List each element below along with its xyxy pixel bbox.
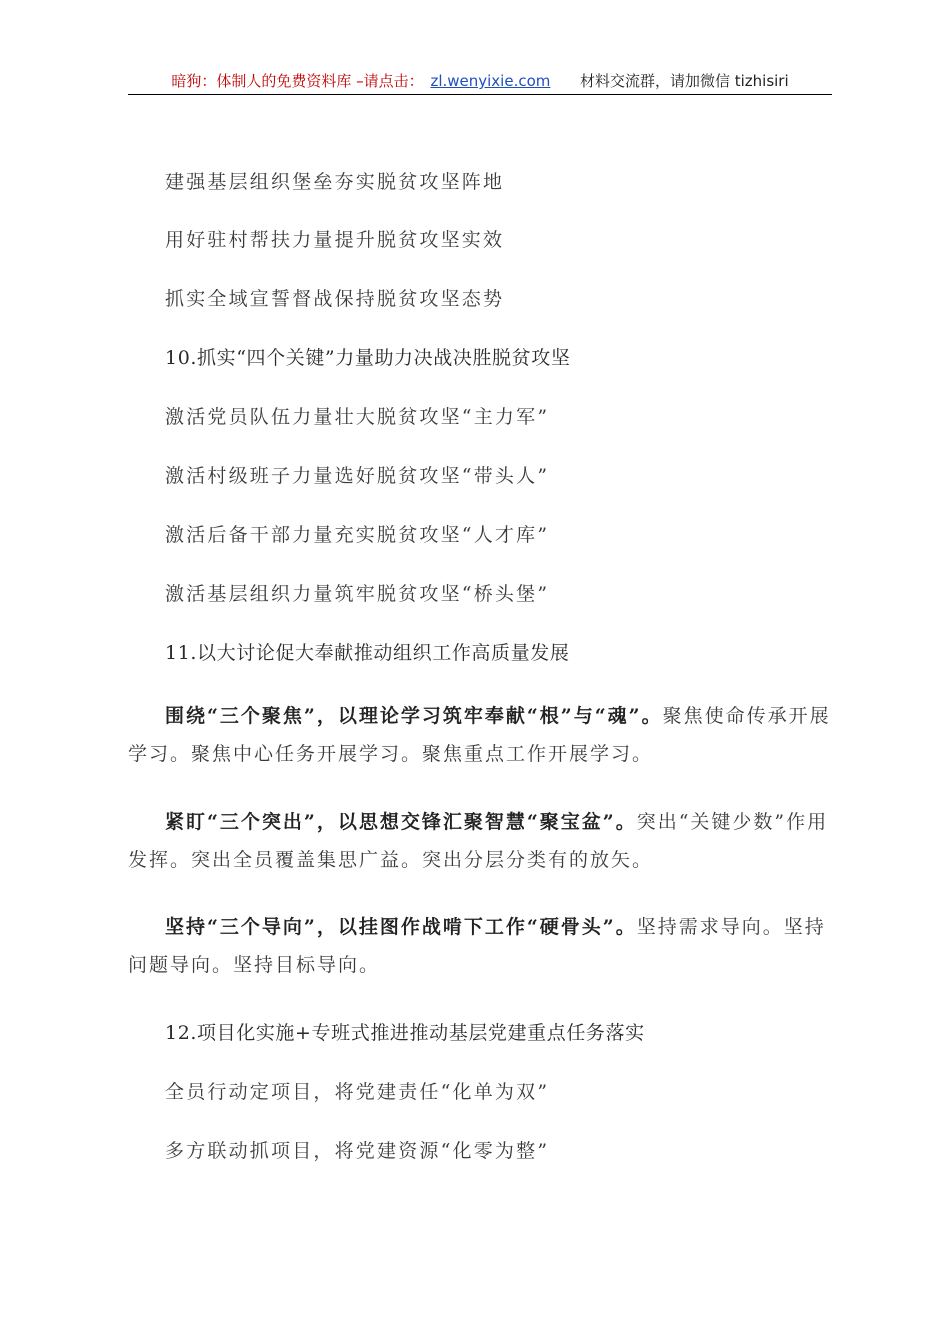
paragraph-3-lead: 坚持“三个导向”，以挂图作战啃下工作“硬骨头”。: [165, 916, 637, 938]
paragraph-1: [128, 697, 832, 773]
header-brand: 暗狗：体制人的免费资料库: [171, 72, 352, 90]
text-line-8: 全员行动定项目，将党建责任“化单为双”: [165, 1081, 550, 1103]
section-heading-12: 12.项目化实施+专班式推进推动基层党建重点任务落实: [165, 1022, 645, 1044]
paragraph-2: [128, 803, 832, 879]
text-line-4: 激活党员队伍力量壮大脱贫攻坚“主力军”: [165, 406, 550, 428]
text-line-5: 激活村级班子力量选好脱贫攻坚“带头人”: [165, 465, 550, 487]
paragraph-1-lead: 围绕“三个聚焦”，以理论学习筑牢奉献“根”与“魂”。: [165, 705, 663, 727]
text-line-9: 多方联动抓项目，将党建资源“化零为整”: [165, 1140, 550, 1162]
paragraph-2-lead: 紧盯“三个突出”，以思想交锋汇聚智慧“聚宝盆”。: [165, 811, 637, 833]
paragraph-1-body: 聚焦使命传承开展学习。聚焦中心任务开展学习。聚焦重点工作开展学习。: [128, 705, 831, 765]
paragraph-3-body: 坚持需求导向。坚持问题导向。坚持目标导向。: [128, 916, 826, 976]
text-line-2: 用好驻村帮扶力量提升脱贫攻坚实效: [165, 229, 505, 251]
text-line-1: 建强基层组织堡垒夯实脱贫攻坚阵地: [165, 171, 505, 193]
paragraph-2-body: 突出“关键少数”作用发挥。突出全员覆盖集思广益。突出分层分类有的放矢。: [128, 811, 829, 871]
text-line-6: 激活后备干部力量充实脱贫攻坚“人才库”: [165, 524, 550, 546]
section-heading-10: 10.抓实“四个关键”力量助力决战决胜脱贫攻坚: [165, 347, 571, 369]
header-click-prompt: –请点击：: [356, 72, 424, 90]
section-heading-11: 11.以大讨论促大奉献推动组织工作高质量发展: [165, 642, 570, 664]
paragraph-3: [128, 908, 832, 984]
header-contact: 材料交流群，请加微信 tizhisiri: [579, 72, 789, 90]
text-line-3: 抓实全域宣誓督战保持脱贫攻坚态势: [165, 288, 505, 310]
page-header: [128, 70, 832, 95]
header-link[interactable]: zl.wenyixie.com: [430, 72, 551, 90]
text-line-7: 激活基层组织力量筑牢脱贫攻坚“桥头堡”: [165, 583, 550, 605]
